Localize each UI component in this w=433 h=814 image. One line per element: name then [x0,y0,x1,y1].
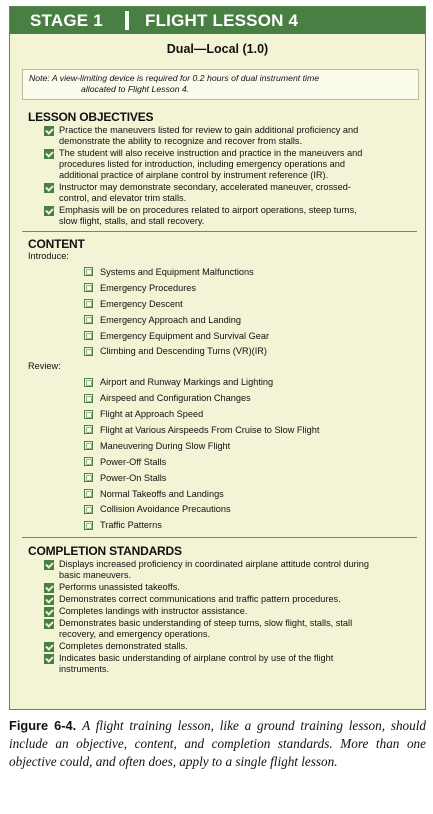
figure-number: Figure 6-4. [9,718,77,733]
review-item [10,501,425,517]
review-item-label: Collision Avoidance Precautions [100,504,231,515]
checkbox-icon [84,441,93,450]
introduce-item [10,343,425,359]
standard-item-line: Demonstrates basic understanding of steep turns, slow flight, stalls, stall [59,618,353,629]
introduce-item-label: Emergency Descent [100,298,183,309]
standard-item-line: Demonstrates correct communications and traffic pattern procedures. [59,594,341,605]
standard-item-text [59,594,341,605]
objective-item-line: Practice the maneuvers listed for review to gain additional proficiency and [59,125,359,135]
checkmark-icon [44,595,54,605]
objective-item-line: Emphasis will be on procedures related to airport operations, steep turns, [59,205,357,215]
note-line-1: Note: A view-limiting device is required for 0.2 hours of dual instrument time [29,73,320,83]
review-item-label: Airport and Runway Markings and Lighting [100,377,274,388]
objective-item-text [59,182,351,204]
introduce-label: Introduce: [28,251,69,261]
checkmark-icon [44,183,54,193]
checkbox-icon [84,378,93,387]
review-item-label: Flight at Various Airspeeds From Cruise to Slow Flight [100,424,320,435]
standard-item-text [59,641,188,652]
objective-item-line: control, and elevator trim stalls. [59,193,187,203]
checkbox-icon [84,521,93,530]
lesson-note [22,69,419,100]
objective-item-line: demonstrate the ability to recognize and recover from stalls. [59,136,303,146]
review-item [10,517,425,533]
checkmark-icon [44,654,54,664]
figure-caption-text: A flight training lesson, like a ground training lesson, should include an objective, content, and completion standards. More than one objective could, and often does, apply to a single flight lesson. [9,718,426,769]
objective-item [44,125,413,147]
objective-item [44,182,413,204]
standard-item [44,606,413,617]
checkbox-icon [84,505,93,514]
stage-label: STAGE 1 [30,10,103,30]
standard-item [44,594,413,605]
introduce-item-label: Emergency Approach and Landing [100,314,241,325]
introduce-item [10,280,425,296]
checkbox-icon [84,299,93,308]
checkmark-icon [44,560,54,570]
note-line-2: allocated to Flight Lesson 4. [81,84,190,94]
standard-item-text [59,618,352,640]
introduce-item [10,264,425,280]
introduce-list [10,264,425,359]
introduce-item-label: Emergency Equipment and Survival Gear [100,330,270,341]
standard-item-text [59,606,247,617]
checkmark-icon [44,126,54,136]
checkbox-icon [84,410,93,419]
checkbox-icon [84,489,93,498]
review-item-label: Power-Off Stalls [100,456,167,467]
content-title: CONTENT [28,237,85,251]
standard-item-line: Completes landings with instructor assistance. [59,606,248,617]
standard-item [44,641,413,652]
checkbox-icon [84,315,93,324]
standard-item-line: basic maneuvers. [59,570,132,581]
objective-item [44,205,413,227]
standards-title: COMPLETION STANDARDS [28,544,182,559]
standard-item-line: Displays increased proficiency in coordinated airplane attitude control during [59,559,369,570]
review-label: Review: [28,361,61,372]
standard-item-line: Indicates basic understanding of airplane control by use of the flight [59,653,334,664]
checkmark-icon [44,149,54,159]
objective-item-line: The student will also receive instruction and practice in the maneuvers and [59,148,363,158]
objective-item-text [59,205,357,227]
objective-item-line: procedures listed for introduction, including emergency operations and [59,159,346,169]
review-item [10,422,425,438]
review-item [10,438,425,454]
review-item-label: Airspeed and Configuration Changes [100,393,251,404]
checkbox-icon [84,457,93,466]
checkmark-icon [44,642,54,652]
standard-item-text [59,559,369,581]
review-item-label: Traffic Patterns [100,520,162,531]
introduce-item [10,296,425,312]
standard-item-text [59,653,333,675]
review-list [10,374,425,533]
checkmark-icon [44,607,54,617]
review-item-label: Normal Takeoffs and Landings [100,488,224,499]
objective-item-text [59,125,358,147]
review-item [10,454,425,470]
review-item [10,406,425,422]
standard-item [44,559,413,581]
lesson-label: FLIGHT LESSON 4 [145,10,299,30]
checkmark-icon [44,619,54,629]
standards-list [10,559,425,675]
lesson-header-banner [10,7,425,34]
objective-item-line: additional practice of airplane control by instrument reference (IR). [59,170,329,180]
checkbox-icon [84,331,93,340]
checkbox-icon [84,347,93,356]
review-item [10,374,425,390]
introduce-item-label: Emergency Procedures [100,282,197,293]
review-item [10,486,425,502]
introduce-item-label: Climbing and Descending Turns (VR)(IR) [100,346,267,357]
objective-item-line: Instructor may demonstrate secondary, accelerated maneuver, crossed- [59,182,351,192]
standard-item-text [59,582,180,593]
standard-item [44,653,413,675]
checkbox-icon [84,283,93,292]
standard-item-line: recovery, and emergency operations. [59,629,210,640]
standard-item [44,618,413,640]
review-item-label: Flight at Approach Speed [100,409,204,420]
lesson-subtitle: Dual—Local (1.0) [166,42,269,56]
standard-item-line: Performs unassisted takeoffs. [59,582,180,593]
standard-item-line: instruments. [59,664,110,675]
review-item-label: Maneuvering During Slow Flight [100,440,231,451]
checkbox-icon [84,425,93,434]
introduce-item [10,312,425,328]
objective-item-line: slow flight, stalls, and stall recovery. [59,216,205,226]
introduce-item [10,328,425,344]
checkbox-icon [84,394,93,403]
objectives-title: LESSON OBJECTIVES [28,110,154,124]
checkbox-icon [84,473,93,482]
introduce-item-label: Systems and Equipment Malfunctions [100,266,254,277]
review-item [10,390,425,406]
objectives-list [10,125,425,227]
lesson-card [9,6,426,710]
review-item-label: Power-On Stalls [100,472,167,483]
checkmark-icon [44,206,54,216]
checkbox-icon [84,267,93,276]
review-item [10,470,425,486]
checkmark-icon [44,583,54,593]
figure-caption [9,717,426,771]
header-separator [125,11,129,30]
standard-item-line: Completes demonstrated stalls. [59,641,188,652]
objective-item [44,148,413,181]
objective-item-text [59,148,362,181]
standard-item [44,582,413,593]
